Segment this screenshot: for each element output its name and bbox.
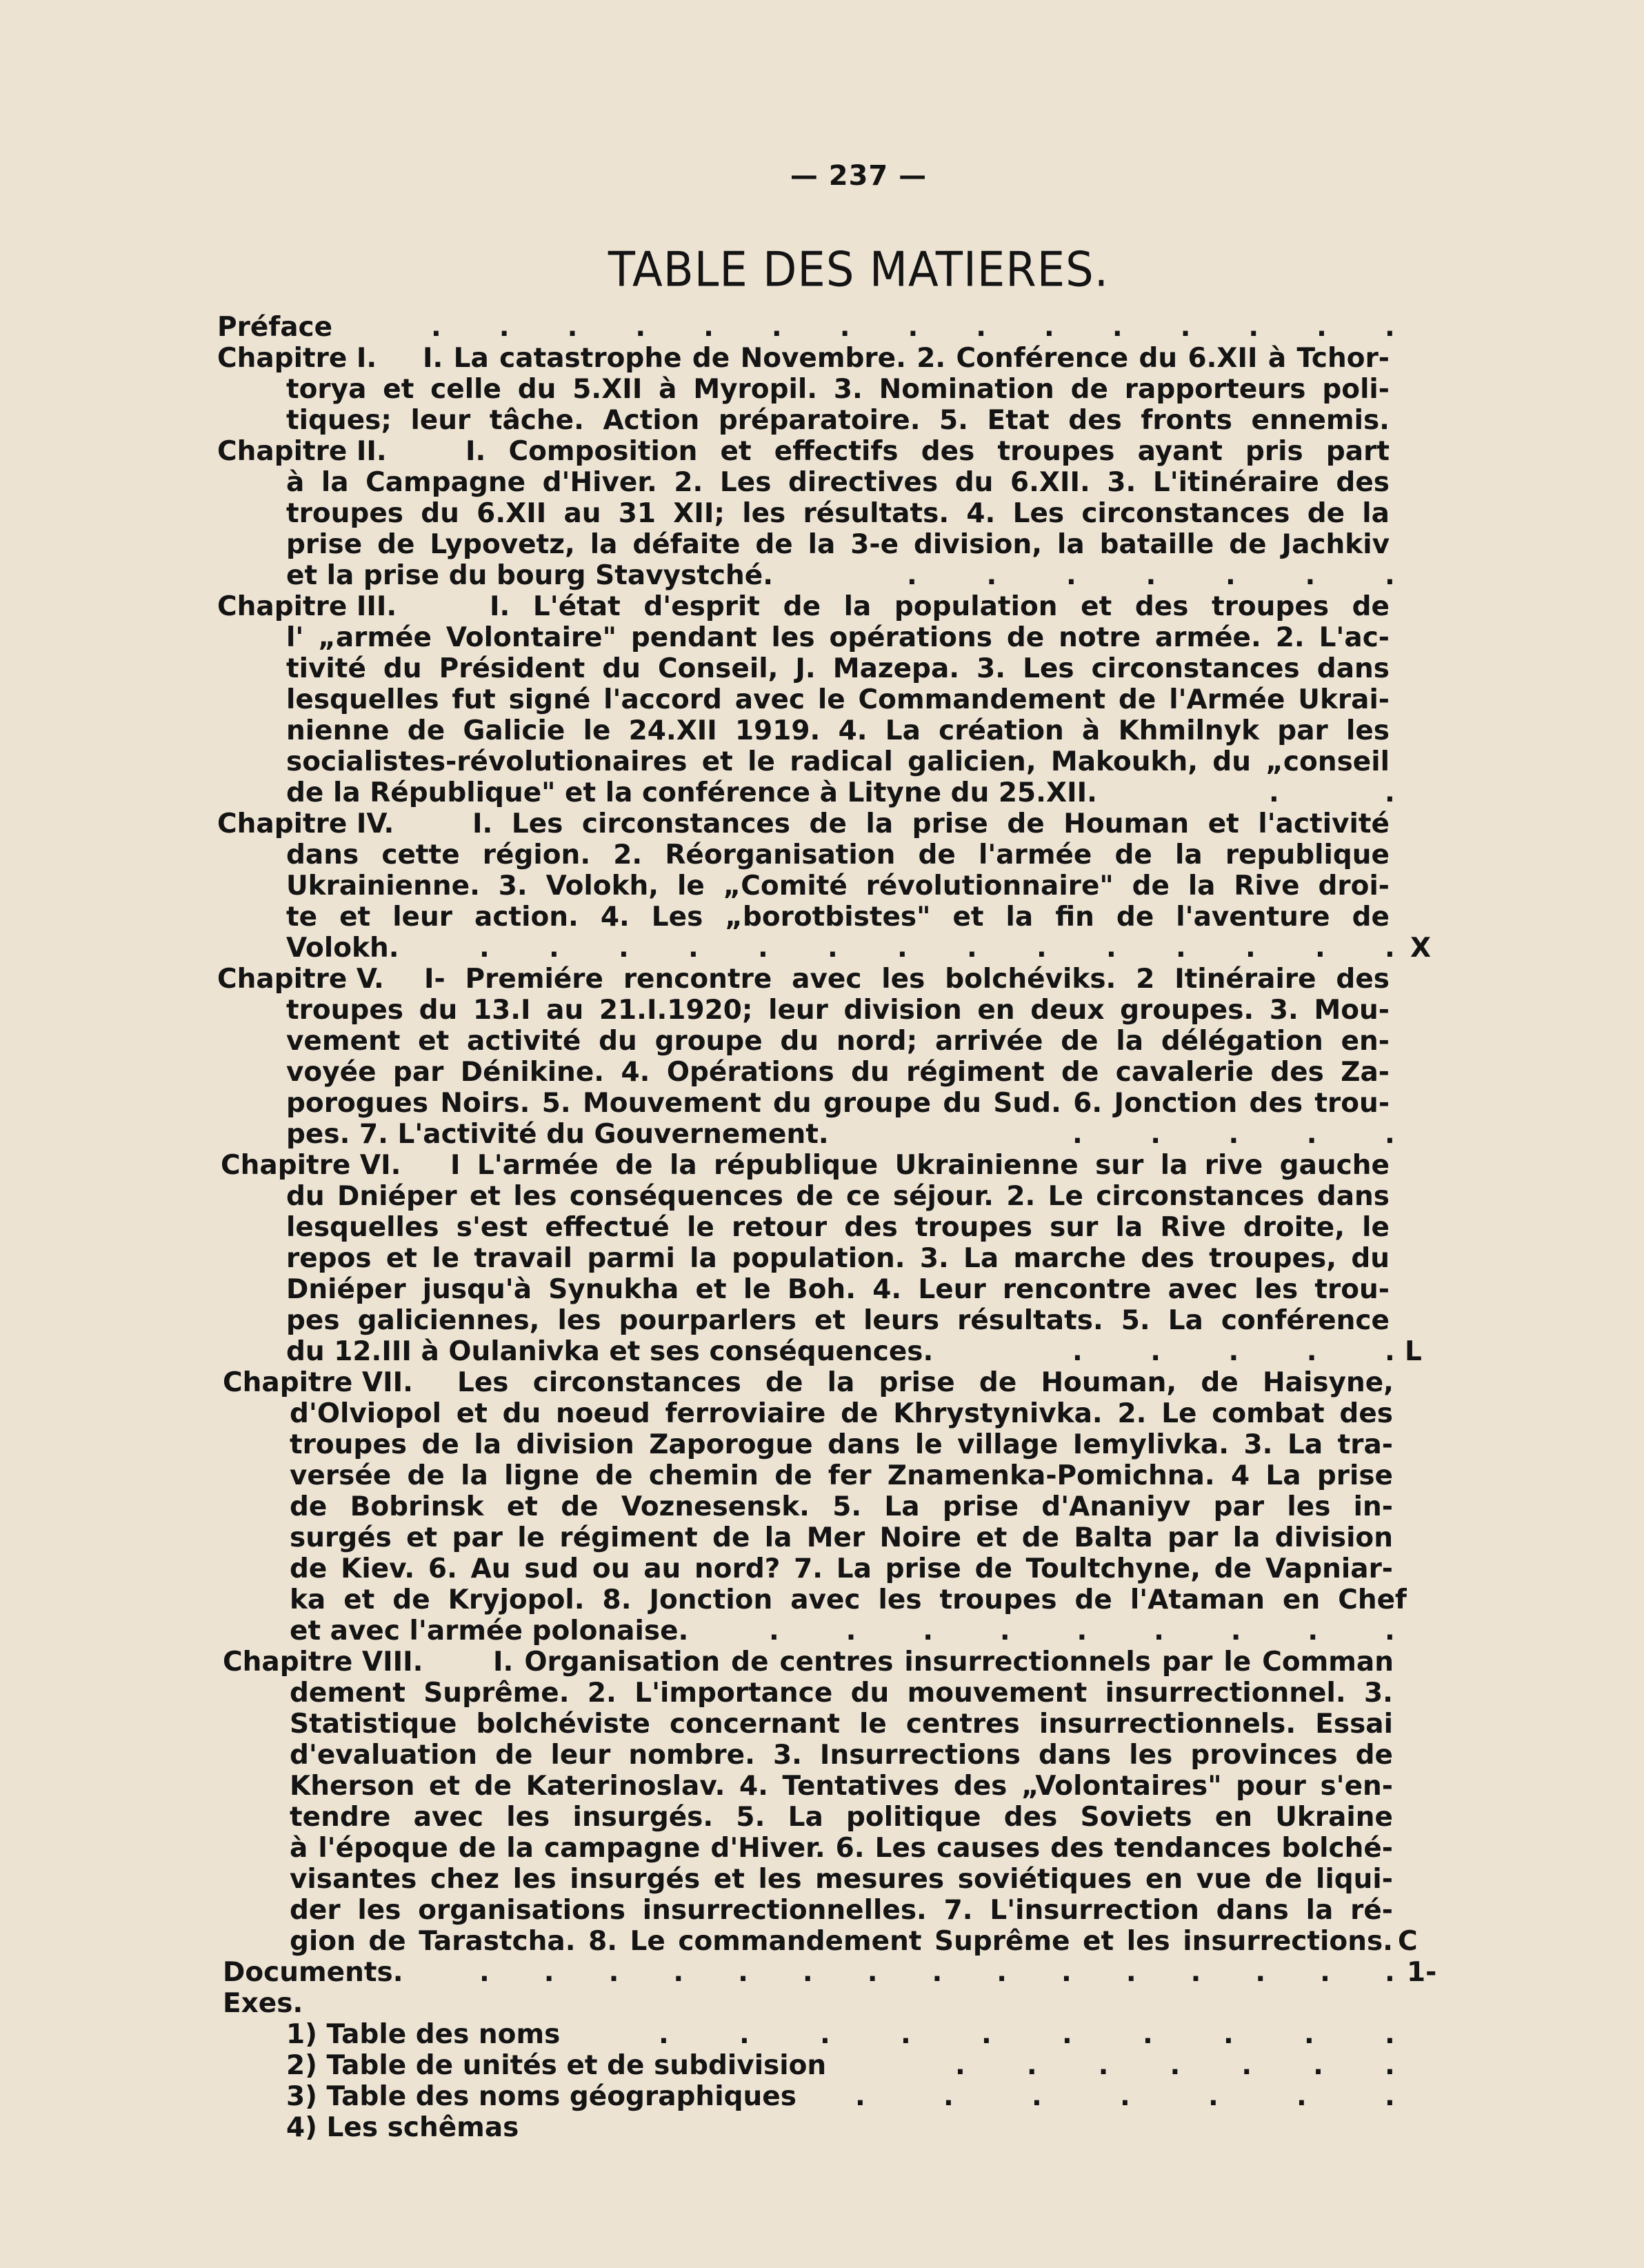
- toc-line: [217, 1336, 1422, 1367]
- chapter-3-text: I. L'état d'esprit de la population et des troupes de: [490, 591, 1390, 622]
- chapter-8-heading: Chapitre VIII.: [223, 1647, 423, 1678]
- chapter-5-text: pes. 7. L'activité du Gouvernement.: [286, 1119, 829, 1150]
- chapter-7-text: d'Olviopol et du noeud ferroviaire de Khrystynivka. 2. Le combat des: [290, 1398, 1393, 1429]
- chapter-5-text: I- Premiére rencontre avec les bolchéviks. 2 Itinéraire des: [424, 964, 1390, 995]
- toc-line: [217, 405, 1403, 436]
- toc-line: [217, 653, 1403, 684]
- chapter-6-page: L: [1405, 1336, 1422, 1367]
- chapter-4-text: dans cette région. 2. Réorganisation de l'armée de la republique: [286, 839, 1390, 871]
- toc-line: [217, 1305, 1403, 1336]
- toc-line: [217, 1802, 1403, 1833]
- chapter-3-text: de la République" et la conférence à Lityne du 25.XII.: [286, 777, 1097, 808]
- chapter-7-text: Les circonstances de la prise de Houman, de Haisyne,: [457, 1367, 1394, 1398]
- toc-line: [217, 467, 1403, 498]
- leader-dots: . . . . .: [1072, 1119, 1395, 1150]
- chapter-6-heading: Chapitre VI.: [221, 1150, 401, 1181]
- toc-entry-chapter-6: [217, 1150, 1403, 1181]
- toc-line: [217, 1678, 1403, 1709]
- chapter-8-text: Statistique bolchéviste concernant le centres insurrectionnels. Essai: [290, 1709, 1393, 1740]
- chapter-5-text: voyée par Dénikine. 4. Opérations du régiment de cavalerie des Za-: [286, 1057, 1390, 1088]
- toc-line: [217, 902, 1403, 933]
- chapter-2-text: troupes du 6.XII au 31 XII; les résultats. 4. Les circonstances de la: [286, 498, 1390, 529]
- toc-line: [217, 1057, 1403, 1088]
- chapter-6-text: du 12.III à Oulanivka et ses conséquences.: [286, 1336, 934, 1367]
- chapter-6-text: I L'armée de la république Ukrainienne sur la rive gauche: [450, 1150, 1390, 1181]
- documents-label: Documents.: [223, 1957, 403, 1988]
- chapter-8-text: Kherson et de Katerinoslav. 4. Tentatives des „Volontaires" pour s'en-: [290, 1771, 1393, 1802]
- leader-dots: . . . . . . .: [855, 2081, 1395, 2112]
- chapter-7-text: troupes de la division Zaporogue dans le village Iemylivka. 3. La tra-: [290, 1429, 1393, 1460]
- chapter-8-text: à l'époque de la campagne d'Hiver. 6. Les causes des tendances bolché-: [290, 1833, 1393, 1864]
- chapter-8-text: tendre avec les insurgés. 5. La politique des Soviets en Ukraine: [290, 1802, 1393, 1833]
- annex-item: [217, 2112, 1403, 2143]
- chapter-6-text: repos et le travail parmi la population. 3. La marche des troupes, du: [286, 1243, 1390, 1274]
- toc-line: [217, 839, 1403, 871]
- toc-line: [217, 1088, 1403, 1119]
- table-of-contents: [217, 312, 1437, 2143]
- toc-entry-chapter-8: [217, 1647, 1403, 1678]
- toc-line: [217, 1709, 1403, 1740]
- toc-entry-annexes: [217, 1988, 1403, 2019]
- leader-dots: . . . . .: [1072, 1336, 1395, 1367]
- chapter-2-text: prise de Lypovetz, la défaite de la 3-e division, la bataille de Jachkiv: [286, 529, 1390, 560]
- leader-dots: . . . . . . . . . .: [659, 2019, 1395, 2050]
- toc-line: [217, 684, 1403, 715]
- chapter-7-text: de Kiev. 6. Au sud ou au nord? 7. La prise de Toultchyne, de Vapniar-: [290, 1553, 1393, 1584]
- chapter-7-text: ka et de Kryjopol. 8. Jonction avec les troupes de l'Ataman en Chef: [290, 1584, 1407, 1615]
- toc-line: [217, 374, 1403, 405]
- chapter-7-text: surgés et par le régiment de la Mer Noire et de Balta par la division: [290, 1522, 1393, 1553]
- chapter-8-text: gion de Tarastcha. 8. Le commandement Suprême et les insurrections.: [290, 1926, 1393, 1957]
- chapter-3-text: l' „armée Volontaire" pendant les opérations de notre armée. 2. L'ac-: [286, 622, 1390, 653]
- toc-line: [217, 1895, 1403, 1926]
- toc-entry-chapter-1: [217, 343, 1403, 374]
- leader-dots: . . . . . . .: [955, 2050, 1395, 2081]
- chapter-6-text: du Dniéper et les conséquences de ce séjour. 2. Le circonstances dans: [286, 1181, 1390, 1212]
- chapter-5-text: vement et activité du groupe du nord; arrivée de la délégation en-: [286, 1026, 1390, 1057]
- page-title: TABLE DES MATIERES.: [608, 243, 1110, 298]
- leader-dots: . . . . . . . . .: [769, 1615, 1395, 1647]
- chapter-4-text: I. Les circonstances de la prise de Houman et l'activité: [472, 808, 1390, 839]
- toc-line: [217, 1398, 1403, 1429]
- chapter-4-text: Ukrainienne. 3. Volokh, le „Comité révolutionnaire" de la Rive droi-: [286, 871, 1390, 902]
- documents-page: 1-: [1407, 1957, 1437, 1988]
- chapter-2-text: et la prise du bourg Stavystché.: [286, 560, 774, 591]
- toc-line: [217, 777, 1403, 808]
- chapter-5-heading: Chapitre V.: [217, 964, 384, 995]
- toc-line: [217, 1615, 1403, 1647]
- chapter-8-text: I. Organisation de centres insurrectionnels par le Comman: [493, 1647, 1394, 1678]
- toc-line: [217, 529, 1403, 560]
- toc-line: [217, 1522, 1403, 1553]
- annex-item: [217, 2050, 1403, 2081]
- toc-line: [217, 622, 1403, 653]
- chapter-6-text: pes galiciennes, les pourparlers et leurs résultats. 5. La conférence: [286, 1305, 1390, 1336]
- chapter-4-heading: Chapitre IV.: [217, 808, 394, 839]
- chapter-6-text: lesquelles s'est effectué le retour des troupes sur la Rive droite, le: [286, 1212, 1390, 1243]
- toc-preface-label: Préface: [217, 312, 333, 343]
- chapter-2-text: à la Campagne d'Hiver. 2. Les directives du 6.XII. 3. L'itinéraire des: [286, 467, 1390, 498]
- leader-dots: . . . . . . . . . . . . . . .: [479, 1957, 1395, 1988]
- chapter-1-text: tiques; leur tâche. Action préparatoire. 5. Etat des fronts ennemis.: [286, 405, 1390, 436]
- chapter-2-heading: Chapitre II.: [217, 436, 387, 467]
- toc-line: [217, 1026, 1403, 1057]
- toc-entry-documents: [217, 1957, 1437, 1988]
- chapter-1-text: I. La catastrophe de Novembre. 2. Conférence du 6.XII à Tchor-: [423, 343, 1390, 374]
- toc-line: [217, 1119, 1403, 1150]
- chapter-8-text: dement Suprême. 2. L'importance du mouvement insurrectionnel. 3.: [290, 1678, 1393, 1709]
- chapter-5-text: troupes du 13.I au 21.I.1920; leur division en deux groupes. 3. Mou-: [286, 995, 1390, 1026]
- chapter-1-text: torya et celle du 5.XII à Myropil. 3. Nomination de rapporteurs poli-: [286, 374, 1390, 405]
- chapter-7-text: versée de la ligne de chemin de fer Znamenka-Pomichna. 4 La prise: [290, 1460, 1393, 1491]
- annex-item-label: 1) Table des noms: [286, 2019, 561, 2050]
- chapter-3-text: tivité du Président du Conseil, J. Mazepa. 3. Les circonstances dans: [286, 653, 1390, 684]
- chapter-7-heading: Chapitre VII.: [223, 1367, 413, 1398]
- toc-line: [217, 746, 1403, 777]
- toc-entry-chapter-5: [217, 964, 1403, 995]
- annex-item-label: 3) Table des noms géographiques: [286, 2081, 796, 2112]
- chapter-4-page: X: [1410, 933, 1432, 964]
- toc-entry-chapter-3: [217, 591, 1403, 622]
- toc-line: [217, 995, 1403, 1026]
- annex-item: [217, 2019, 1403, 2050]
- chapter-8-text: visantes chez les insurgés et les mesures soviétiques en vue de liqui-: [290, 1864, 1393, 1895]
- chapter-4-text: Volokh.: [286, 933, 399, 964]
- annex-item-label: 4) Les schêmas: [286, 2112, 519, 2143]
- toc-line: [217, 1212, 1403, 1243]
- chapter-1-heading: Chapitre I.: [217, 343, 377, 374]
- toc-line: [217, 1584, 1407, 1615]
- chapter-3-text: lesquelles fut signé l'accord avec le Commandement de l'Armée Ukrai-: [286, 684, 1390, 715]
- chapter-4-text: te et leur action. 4. Les „borotbistes" et la fin de l'aventure de: [286, 902, 1390, 933]
- chapter-2-text: I. Composition et effectifs des troupes ayant pris part: [465, 436, 1390, 467]
- toc-line: [217, 1553, 1403, 1584]
- leader-dots: . .: [1269, 777, 1395, 808]
- annexes-label: Exes.: [223, 1988, 303, 2019]
- annex-item-label: 2) Table de unités et de subdivision: [286, 2050, 827, 2081]
- chapter-7-text: de Bobrinsk et de Voznesensk. 5. La prise d'Ananiyv par les in-: [290, 1491, 1393, 1522]
- chapter-8-text: d'evaluation de leur nombre. 3. Insurrections dans les provinces de: [290, 1740, 1393, 1771]
- chapter-8-page: C: [1398, 1926, 1418, 1957]
- page-number: — 237 —: [790, 160, 928, 192]
- chapter-3-text: nienne de Galicie le 24.XII 1919. 4. La création à Khmilnyk par les: [286, 715, 1390, 746]
- leader-dots: . . . . . . . . . . . . . . .: [431, 312, 1395, 343]
- toc-line: [217, 498, 1403, 529]
- toc-line: [217, 1491, 1403, 1522]
- toc-line: [217, 1429, 1403, 1460]
- toc-line: [217, 560, 1403, 591]
- toc-line: [217, 871, 1403, 902]
- toc-entry-preface: [217, 312, 1403, 343]
- toc-line: [217, 933, 1432, 964]
- toc-line: [217, 1274, 1403, 1305]
- toc-line: [217, 715, 1403, 746]
- chapter-7-text: et avec l'armée polonaise.: [290, 1615, 689, 1647]
- toc-line: [217, 1926, 1418, 1957]
- toc-line: [217, 1864, 1403, 1895]
- toc-line: [217, 1460, 1403, 1491]
- toc-line: [217, 1771, 1403, 1802]
- chapter-3-text: socialistes-révolutionaires et le radical galicien, Makoukh, du „conseil: [286, 746, 1390, 777]
- toc-line: [217, 1181, 1403, 1212]
- toc-entry-chapter-4: [217, 808, 1403, 839]
- chapter-3-heading: Chapitre III.: [217, 591, 397, 622]
- chapter-5-text: porogues Noirs. 5. Mouvement du groupe du Sud. 6. Jonction des trou-: [286, 1088, 1390, 1119]
- chapter-8-text: der les organisations insurrectionnelles. 7. L'insurrection dans la ré-: [290, 1895, 1393, 1926]
- toc-entry-chapter-2: [217, 436, 1403, 467]
- leader-dots: . . . . . . .: [907, 560, 1395, 591]
- toc-line: [217, 1243, 1403, 1274]
- annex-item: [217, 2081, 1403, 2112]
- toc-entry-chapter-7: [217, 1367, 1403, 1398]
- chapter-6-text: Dniéper jusqu'à Synukha et le Boh. 4. Leur rencontre avec les trou-: [286, 1274, 1390, 1305]
- leader-dots: . . . . . . . . . . . . . .: [479, 933, 1395, 964]
- toc-line: [217, 1740, 1403, 1771]
- toc-line: [217, 1833, 1403, 1864]
